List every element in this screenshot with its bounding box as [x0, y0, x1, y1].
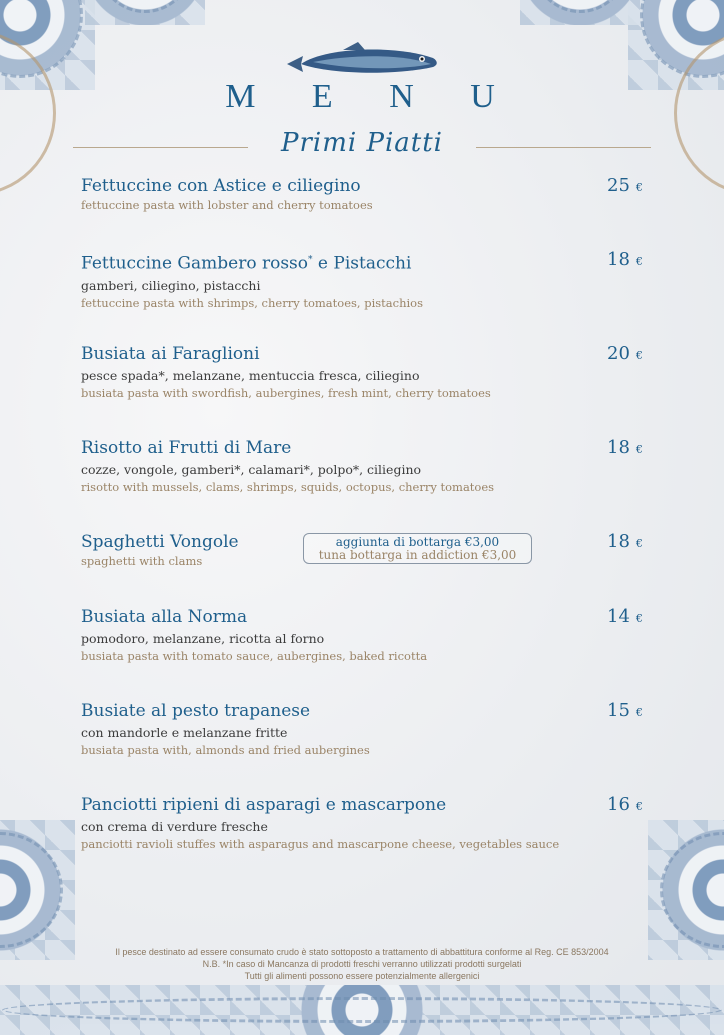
dish-description-en: panciotti ravioli stuffes with asparagus and mascarpone cheese, vegetables sauce: [81, 837, 560, 851]
dish-description-en: spaghetti with clams: [81, 554, 203, 568]
dish-price: 15 €: [607, 700, 643, 721]
dish-description-en: busiata pasta with swordfish, aubergines, fresh mint, cherry tomatoes: [81, 386, 491, 400]
dish-price: 20 €: [607, 343, 643, 364]
corner-tile-bottom-left: [0, 820, 75, 960]
dish-description-it: con crema di verdure fresche: [81, 819, 268, 834]
menu-item: [81, 606, 661, 665]
footer-line-frozen: N.B. *In caso di Mancanza di prodotti freschi verranno utilizzati prodotti surgelati: [202, 959, 522, 969]
dish-name: Panciotti ripieni di asparagi e mascarpone: [81, 795, 447, 815]
dish-price: 16 €: [607, 794, 643, 815]
menu-item: [81, 794, 661, 853]
menu-item: [81, 343, 661, 402]
dish-description-it: pesce spada*, melanzane, mentuccia fresca, ciliegino: [81, 368, 420, 383]
menu-item: [81, 700, 661, 759]
footer-line-raw-fish: Il pesce destinato ad essere consumato crudo è stato sottoposto a trattamento di abbattitura conforme al Reg. CE 853/2004: [115, 947, 609, 957]
section-title: Primi Piatti: [281, 128, 443, 158]
dish-description-en: busiata pasta with, almonds and fried aubergines: [81, 743, 370, 757]
dish-description-it: con mandorle e melanzane fritte: [81, 725, 288, 740]
dish-price: 25 €: [607, 175, 643, 196]
addon-text-it: aggiunta di bottarga €3,00: [335, 535, 500, 549]
dish-description-en: fettuccine pasta with shrimps, cherry tomatoes, pistachios: [81, 295, 423, 310]
dish-price: 18 €: [607, 437, 643, 458]
dish-name: Busiate al pesto trapanese: [81, 701, 311, 721]
menu-title: M E N U: [225, 78, 519, 115]
dish-name: Fettuccine Gambero rosso* e Pistacchi: [81, 253, 412, 274]
dish-name: Busiata ai Faraglioni: [81, 344, 260, 364]
dish-description-it: gamberi, ciliegino, pistacchi: [81, 277, 261, 293]
dish-name: Spaghetti Vongole: [81, 532, 239, 552]
footer-line-allergens: Tutti gli alimenti possono essere potenzialmente allergenici: [244, 971, 480, 981]
dish-description-en: busiata pasta with tomato sauce, aubergines, baked ricotta: [81, 649, 428, 663]
addon-text-en: tuna bottarga in addiction €3,00: [318, 548, 517, 562]
bottarga-addon-box: [303, 533, 532, 564]
footer-notes: [0, 946, 724, 982]
dish-description-it: pomodoro, melanzane, ricotta al forno: [81, 631, 325, 646]
menu-item: [81, 437, 661, 496]
dish-description-en: fettuccine pasta with lobster and cherry tomatoes: [81, 198, 373, 212]
dish-name: Busiata alla Norma: [81, 607, 248, 627]
dish-description-en: risotto with mussels, clams, shrimps, squids, octopus, cherry tomatoes: [81, 480, 495, 494]
dish-name: Fettuccine con Astice e ciliegino: [81, 176, 361, 196]
menu-item: [81, 175, 661, 214]
corner-tile-top-left-2: [85, 0, 205, 25]
dish-price: 18 €: [607, 531, 643, 552]
menu-item: [81, 249, 661, 312]
corner-tile-top-right-2: [520, 0, 640, 25]
dish-name: Risotto ai Frutti di Mare: [81, 438, 292, 458]
dish-price: 18 €: [607, 249, 643, 270]
menu-item: [81, 531, 301, 570]
bottom-border-tiles: [0, 985, 724, 1035]
dish-price: 14 €: [607, 606, 643, 627]
fish-illustration: [283, 38, 441, 82]
dish-description-it: cozze, vongole, gamberi*, calamari*, polpo*, ciliegino: [81, 462, 422, 477]
